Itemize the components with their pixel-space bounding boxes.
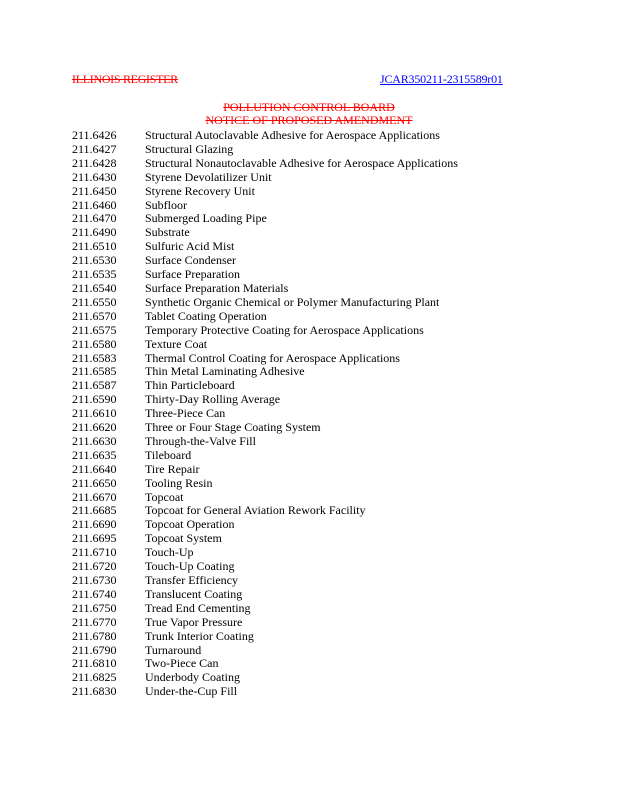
section-entry bbox=[72, 212, 458, 226]
defined-term: Tileboard bbox=[145, 447, 192, 462]
section-entry bbox=[72, 588, 458, 602]
section-entry bbox=[72, 574, 458, 588]
notice-heading: NOTICE OF PROPOSED AMENDMENT bbox=[205, 113, 413, 127]
section-entry bbox=[72, 657, 458, 671]
section-entry bbox=[72, 546, 458, 560]
defined-term: Submerged Loading Pipe bbox=[145, 211, 267, 226]
document-id-link[interactable]: JCAR350211-2315589r01 bbox=[380, 72, 503, 86]
section-entry bbox=[72, 407, 458, 421]
section-entry bbox=[72, 685, 458, 699]
defined-term: Two-Piece Can bbox=[145, 656, 219, 671]
defined-term: Subfloor bbox=[145, 197, 187, 212]
section-number: 211.6450 bbox=[72, 183, 117, 198]
section-entry bbox=[72, 630, 458, 644]
section-entry bbox=[72, 254, 458, 268]
section-number: 211.6650 bbox=[72, 475, 117, 490]
defined-term: Touch-Up Coating bbox=[145, 559, 235, 574]
section-entry bbox=[72, 477, 458, 491]
defined-term: Synthetic Organic Chemical or Polymer Manufacturing Plant bbox=[145, 294, 440, 309]
defined-term: Structural Nonautoclavable Adhesive for Aerospace Applications bbox=[145, 155, 458, 170]
section-number: 211.6550 bbox=[72, 294, 117, 309]
defined-term: Turnaround bbox=[145, 642, 202, 657]
section-entry bbox=[72, 504, 458, 518]
section-entry bbox=[72, 435, 458, 449]
section-entry bbox=[72, 129, 458, 143]
section-number: 211.6750 bbox=[72, 600, 117, 615]
section-entry bbox=[72, 199, 458, 213]
section-number: 211.6585 bbox=[72, 364, 117, 379]
defined-term: Three-Piece Can bbox=[145, 406, 226, 421]
section-entry bbox=[72, 644, 458, 658]
defined-term: Tread End Cementing bbox=[145, 600, 251, 615]
defined-term: Surface Condenser bbox=[145, 253, 236, 268]
section-entry bbox=[72, 352, 458, 366]
section-number: 211.6640 bbox=[72, 461, 117, 476]
section-number: 211.6570 bbox=[72, 308, 117, 323]
section-entry bbox=[72, 338, 458, 352]
defined-term: Under-the-Cup Fill bbox=[145, 684, 238, 699]
register-title: ILLINOIS REGISTER bbox=[72, 72, 178, 86]
section-number: 211.6710 bbox=[72, 545, 117, 560]
defined-term: Translucent Coating bbox=[145, 586, 243, 601]
section-entry bbox=[72, 421, 458, 435]
section-number: 211.6590 bbox=[72, 392, 117, 407]
defined-term: Thermal Control Coating for Aerospace Applications bbox=[145, 350, 400, 365]
section-number: 211.6630 bbox=[72, 433, 117, 448]
section-number: 211.6720 bbox=[72, 559, 117, 574]
defined-term: Structural Autoclavable Adhesive for Aerospace Applications bbox=[145, 128, 440, 142]
section-number: 211.6695 bbox=[72, 531, 117, 546]
section-number: 211.6490 bbox=[72, 225, 117, 240]
section-entry bbox=[72, 185, 458, 199]
section-number: 211.6540 bbox=[72, 280, 117, 295]
section-entry bbox=[72, 602, 458, 616]
section-entry bbox=[72, 282, 458, 296]
section-entry bbox=[72, 240, 458, 254]
defined-term: Touch-Up bbox=[145, 545, 194, 560]
section-number: 211.6770 bbox=[72, 614, 117, 629]
section-entry bbox=[72, 449, 458, 463]
section-number: 211.6587 bbox=[72, 378, 117, 393]
defined-term: Temporary Protective Coating for Aerospace Applications bbox=[145, 322, 424, 337]
section-number: 211.6830 bbox=[72, 684, 117, 699]
section-entry bbox=[72, 491, 458, 505]
section-number: 211.6685 bbox=[72, 503, 117, 518]
defined-term: Surface Preparation Materials bbox=[145, 280, 289, 295]
section-entry bbox=[72, 671, 458, 685]
defined-term: Topcoat for General Aviation Rework Facility bbox=[145, 503, 366, 518]
section-number: 211.6427 bbox=[72, 141, 117, 156]
defined-term: Transfer Efficiency bbox=[145, 573, 238, 587]
defined-term: Trunk Interior Coating bbox=[145, 628, 254, 643]
section-entry bbox=[72, 560, 458, 574]
defined-term: Topcoat Operation bbox=[145, 517, 235, 532]
defined-term: Texture Coat bbox=[145, 336, 208, 351]
section-number: 211.6535 bbox=[72, 267, 117, 282]
defined-term: Through-the-Valve Fill bbox=[145, 433, 256, 448]
section-number: 211.6580 bbox=[72, 336, 117, 351]
section-entry bbox=[72, 379, 458, 393]
section-number: 211.6635 bbox=[72, 447, 117, 462]
defined-term: Tablet Coating Operation bbox=[145, 308, 267, 323]
section-number: 211.6730 bbox=[72, 573, 117, 587]
section-number: 211.6430 bbox=[72, 169, 117, 184]
defined-term: Styrene Devolatilizer Unit bbox=[145, 169, 272, 184]
defined-term: Substrate bbox=[145, 225, 190, 240]
section-number: 211.6690 bbox=[72, 517, 117, 532]
defined-term: Topcoat System bbox=[145, 531, 222, 546]
section-number: 211.6428 bbox=[72, 155, 117, 170]
section-entry bbox=[72, 518, 458, 532]
section-number: 211.6510 bbox=[72, 239, 117, 254]
defined-term: Styrene Recovery Unit bbox=[145, 183, 255, 198]
section-number: 211.6460 bbox=[72, 197, 117, 212]
defined-term: True Vapor Pressure bbox=[145, 614, 243, 629]
defined-term: Thirty-Day Rolling Average bbox=[145, 392, 281, 407]
section-number: 211.6530 bbox=[72, 253, 117, 268]
section-entry bbox=[72, 310, 458, 324]
section-number: 211.6810 bbox=[72, 656, 117, 671]
section-entry bbox=[72, 324, 458, 338]
section-number: 211.6790 bbox=[72, 642, 117, 657]
section-number: 211.6583 bbox=[72, 350, 117, 365]
section-number: 211.6470 bbox=[72, 211, 117, 226]
section-entry bbox=[72, 365, 458, 379]
section-number: 211.6670 bbox=[72, 489, 117, 504]
section-entry bbox=[72, 296, 458, 310]
agency-heading: POLLUTION CONTROL BOARD bbox=[223, 100, 395, 114]
section-entry bbox=[72, 393, 458, 407]
section-number: 211.6780 bbox=[72, 628, 117, 643]
defined-term: Sulfuric Acid Mist bbox=[145, 239, 235, 254]
section-list bbox=[72, 129, 458, 699]
section-entry bbox=[72, 463, 458, 477]
defined-term: Structural Glazing bbox=[145, 141, 234, 156]
section-entry bbox=[72, 143, 458, 157]
section-number: 211.6575 bbox=[72, 322, 117, 337]
section-number: 211.6825 bbox=[72, 670, 117, 685]
section-entry bbox=[72, 616, 458, 630]
defined-term: Surface Preparation bbox=[145, 267, 240, 282]
section-entry bbox=[72, 171, 458, 185]
section-number: 211.6740 bbox=[72, 586, 117, 601]
section-entry bbox=[72, 157, 458, 171]
section-number: 211.6426 bbox=[72, 128, 117, 142]
defined-term: Tire Repair bbox=[145, 461, 200, 476]
section-number: 211.6610 bbox=[72, 406, 117, 421]
defined-term: Underbody Coating bbox=[145, 670, 240, 685]
defined-term: Three or Four Stage Coating System bbox=[145, 420, 321, 435]
section-entry bbox=[72, 226, 458, 240]
defined-term: Thin Particleboard bbox=[145, 378, 235, 393]
defined-term: Tooling Resin bbox=[145, 475, 213, 490]
section-entry bbox=[72, 532, 458, 546]
section-entry bbox=[72, 268, 458, 282]
defined-term: Topcoat bbox=[145, 489, 184, 504]
defined-term: Thin Metal Laminating Adhesive bbox=[145, 364, 305, 379]
section-number: 211.6620 bbox=[72, 420, 117, 435]
